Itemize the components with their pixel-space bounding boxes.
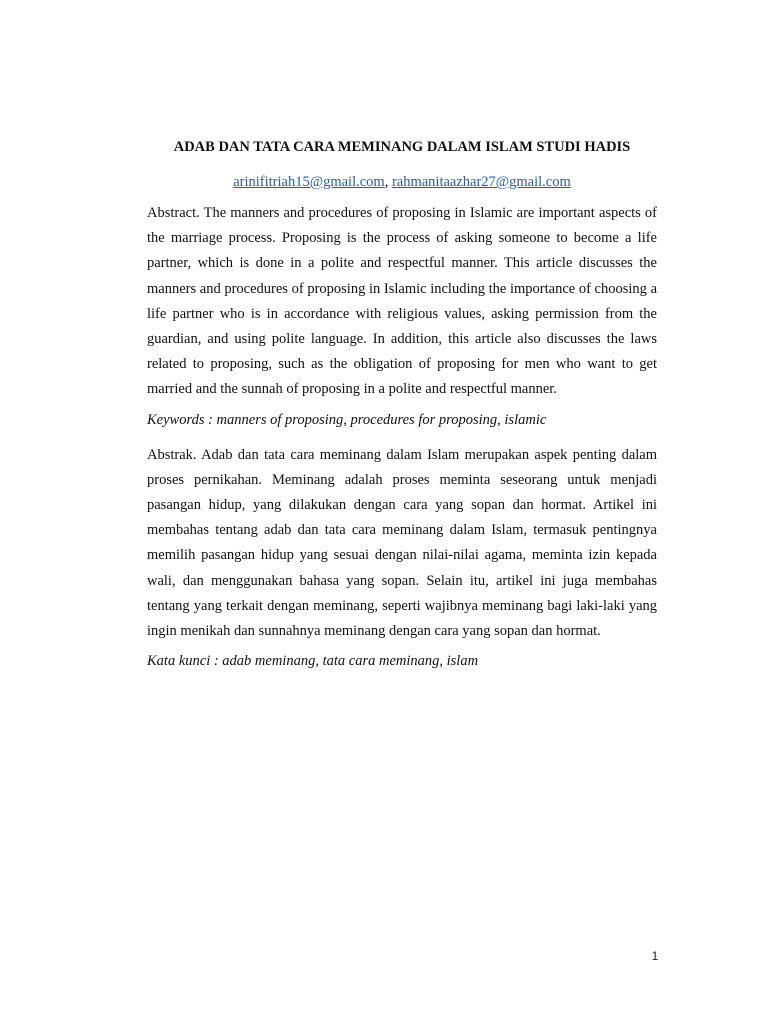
abstract-english: Abstract. The manners and procedures of proposing in Islamic are important aspects of the marriage process. Proposing is the process of asking someone to become a life partner, which is done in a polite and respectful manner. This article discusses the manners and procedures of proposing in Islamic including the importance of choosing a life partner who is in accordance with religious values, asking permission from the guardian, and using polite language. In addition, this article also discusses the laws related to proposing, such as the obligation of proposing for men who want to get married and the sunnah of proposing in a polite and respectful manner. <box>147 205 657 398</box>
author-emails <box>147 172 657 192</box>
document-title: ADAB DAN TATA CARA MEMINANG DALAM ISLAM STUDI HADIS <box>173 139 631 155</box>
abstract-indonesian: Abstrak. Adab dan tata cara meminang dalam Islam merupakan aspek penting dalam proses pernikahan. Meminang adalah proses meminta seseorang untuk menjadi pasangan hidup, yang dilakukan dengan cara yang sopan dan hormat. Artikel ini membahas tentang adab dan tata cara meminang dalam Islam, termasuk pentingnya memilih pasangan hidup yang sesuai dengan nilai-nilai agama, meminta izin kepada wali, dan menggunakan bahasa yang sopan. Selain itu, artikel ini juga membahas tentang yang terkait dengan meminang, seperti wajibnya meminang bagi laki-laki yang ingin menikah dan sunnahnya meminang dengan cara yang sopan dan hormat. <box>147 446 657 640</box>
document-body <box>147 137 657 671</box>
email-link-rahmanita[interactable]: rahmanitaazhar27@gmail.com <box>391 174 571 190</box>
page-number: 1 <box>651 949 659 963</box>
email-link-arini[interactable]: arinifitriah15@gmail.com <box>233 174 385 190</box>
keywords-indonesian: Kata kunci : adab meminang, tata cara meminang, islam <box>147 653 479 670</box>
keywords-english: Keywords : manners of proposing, procedures for proposing, islamic <box>147 411 547 428</box>
email-separator: , <box>384 174 392 190</box>
